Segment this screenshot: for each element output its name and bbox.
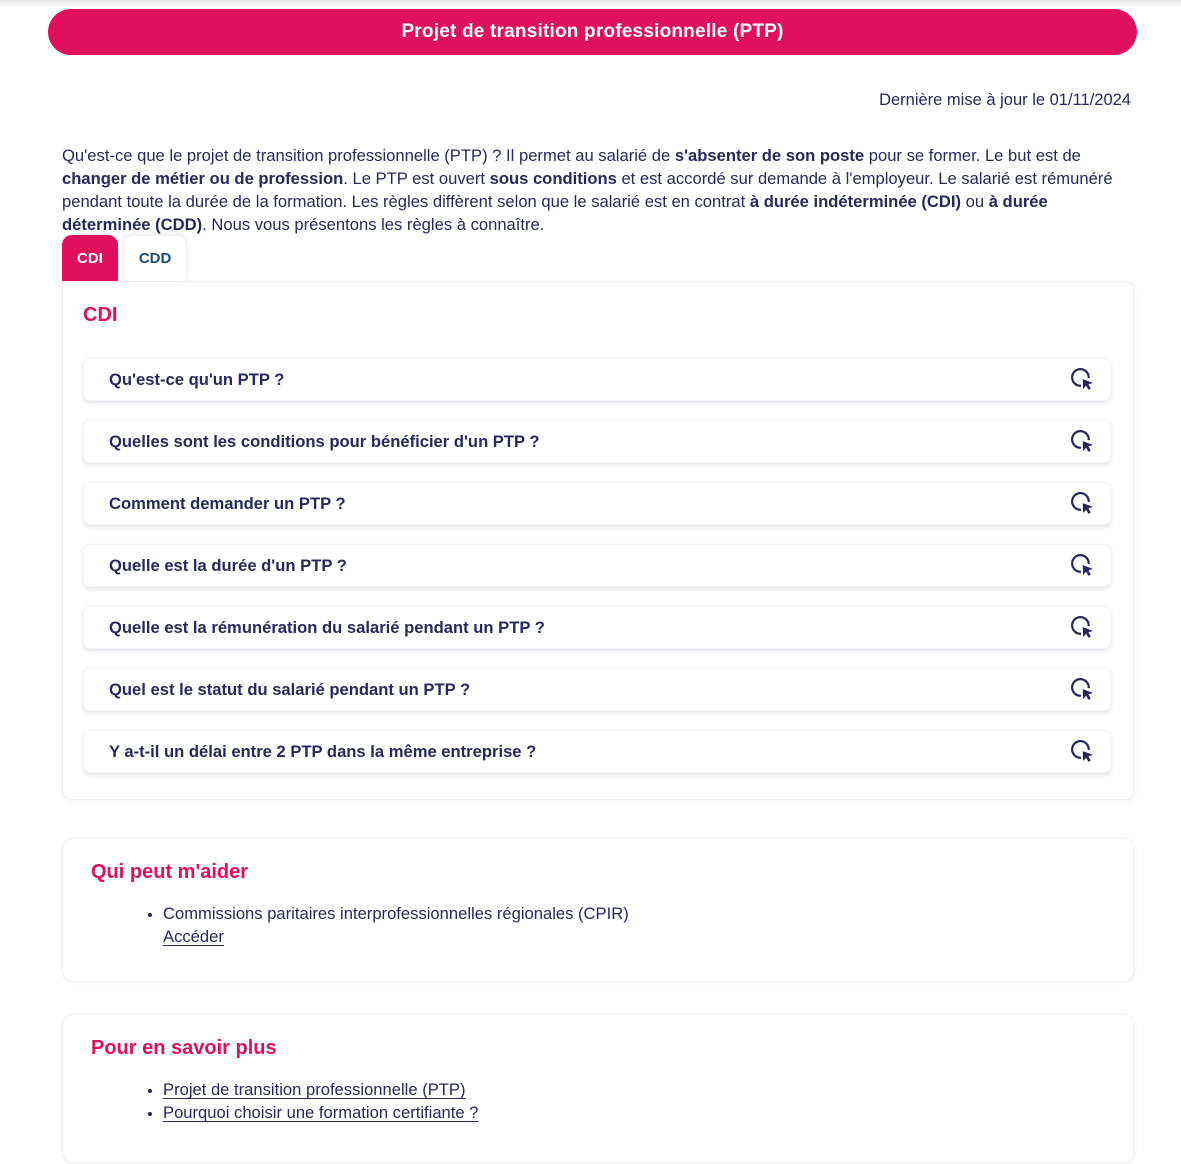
accordion-item-label: Quelles sont les conditions pour bénéficier d'un PTP ?: [109, 431, 540, 451]
click-cursor-icon: [1069, 428, 1096, 455]
tab-cdd-label: CDD: [138, 250, 172, 267]
tab-cdi-label: CDI: [77, 249, 103, 267]
tab-cdd[interactable]: [123, 235, 188, 281]
click-cursor-icon: [1069, 738, 1096, 765]
click-cursor-icon: [1069, 366, 1096, 393]
accordion-item-label: Quelle est la rémunération du salarié pendant un PTP ?: [109, 617, 545, 637]
accordion-item-statut[interactable]: [83, 668, 1111, 711]
panel-heading: CDI: [83, 304, 118, 326]
intro-text-bold: sous conditions: [489, 168, 617, 188]
click-cursor-icon: [1069, 676, 1096, 703]
accordion-item-remuneration[interactable]: [83, 606, 1111, 649]
click-cursor-icon: [1069, 614, 1096, 641]
intro-text-bold: à durée déterminée (CDD): [62, 191, 1048, 234]
accordion-item-conditions[interactable]: [83, 420, 1111, 463]
learn-more-list: [91, 1078, 1106, 1124]
top-shadow-divider: [0, 0, 1181, 8]
ptp-link[interactable]: Projet de transition professionnelle (PTP): [163, 1080, 466, 1099]
accordion-item-label: Comment demander un PTP ?: [109, 493, 346, 513]
last-update-label: Dernière mise à jour le 01/11/2024: [879, 91, 1131, 109]
list-item: [163, 1078, 1106, 1101]
accordion-item-label: Quel est le statut du salarié pendant un PTP ?: [109, 679, 471, 699]
accordion-item-label: Quelle est la durée d'un PTP ?: [109, 555, 347, 575]
intro-text: ou: [961, 191, 989, 211]
intro-text: Qu'est-ce que le projet de transition professionnelle (PTP) ? Il permet au salarié de: [62, 145, 675, 165]
accordion-item-quest-ce-quun-ptp[interactable]: [83, 358, 1111, 401]
cpir-label: Commissions paritaires interprofessionnelles régionales (CPIR): [163, 904, 629, 923]
click-cursor-icon: [1069, 490, 1096, 517]
accordion-item-duree[interactable]: [83, 544, 1111, 587]
page-title: [48, 9, 1137, 55]
accordion-item-comment-demander[interactable]: [83, 482, 1111, 525]
who-can-help-heading: Qui peut m'aider: [91, 861, 249, 883]
accordion-item-label: Qu'est-ce qu'un PTP ?: [109, 369, 285, 389]
faq-accordion: [83, 358, 1114, 773]
cdi-tab-panel: [62, 281, 1135, 800]
intro-text-bold: à durée indéterminée (CDI): [749, 191, 962, 211]
click-cursor-icon: [1069, 552, 1096, 579]
acceder-link[interactable]: Accéder: [163, 927, 224, 946]
learn-more-card: [62, 1014, 1135, 1164]
intro-text: pour se former. Le but est de: [864, 145, 1081, 165]
intro-text-bold: s'absenter de son poste: [674, 145, 865, 165]
intro-text: . Le PTP est ouvert: [343, 168, 490, 188]
accordion-item-label: Y a-t-il un délai entre 2 PTP dans la même entreprise ?: [109, 741, 537, 761]
intro-text: et est accordé sur demande à l'employeur. Le salarié est rémunéré pendant toute la durée de la formation. Les règles diffèrent selon que le salarié est en contrat: [62, 168, 1113, 211]
who-can-help-card: [62, 838, 1135, 982]
accordion-item-delai[interactable]: [83, 730, 1111, 773]
intro-paragraph: [62, 144, 1126, 236]
intro-text: . Nous vous présentons les règles à connaître.: [202, 214, 545, 234]
list-item: [163, 902, 1106, 948]
tab-cdi[interactable]: [62, 235, 118, 281]
formation-certifiante-link[interactable]: Pourquoi choisir une formation certifiante ?: [163, 1103, 479, 1122]
contract-type-tabs: [62, 235, 187, 281]
who-can-help-list: [91, 902, 1106, 948]
intro-text-bold: changer de métier ou de profession: [62, 168, 344, 188]
learn-more-heading: Pour en savoir plus: [91, 1037, 277, 1059]
page-title-text: Projet de transition professionnelle (PTP): [401, 21, 784, 42]
list-item: [163, 1101, 1106, 1124]
